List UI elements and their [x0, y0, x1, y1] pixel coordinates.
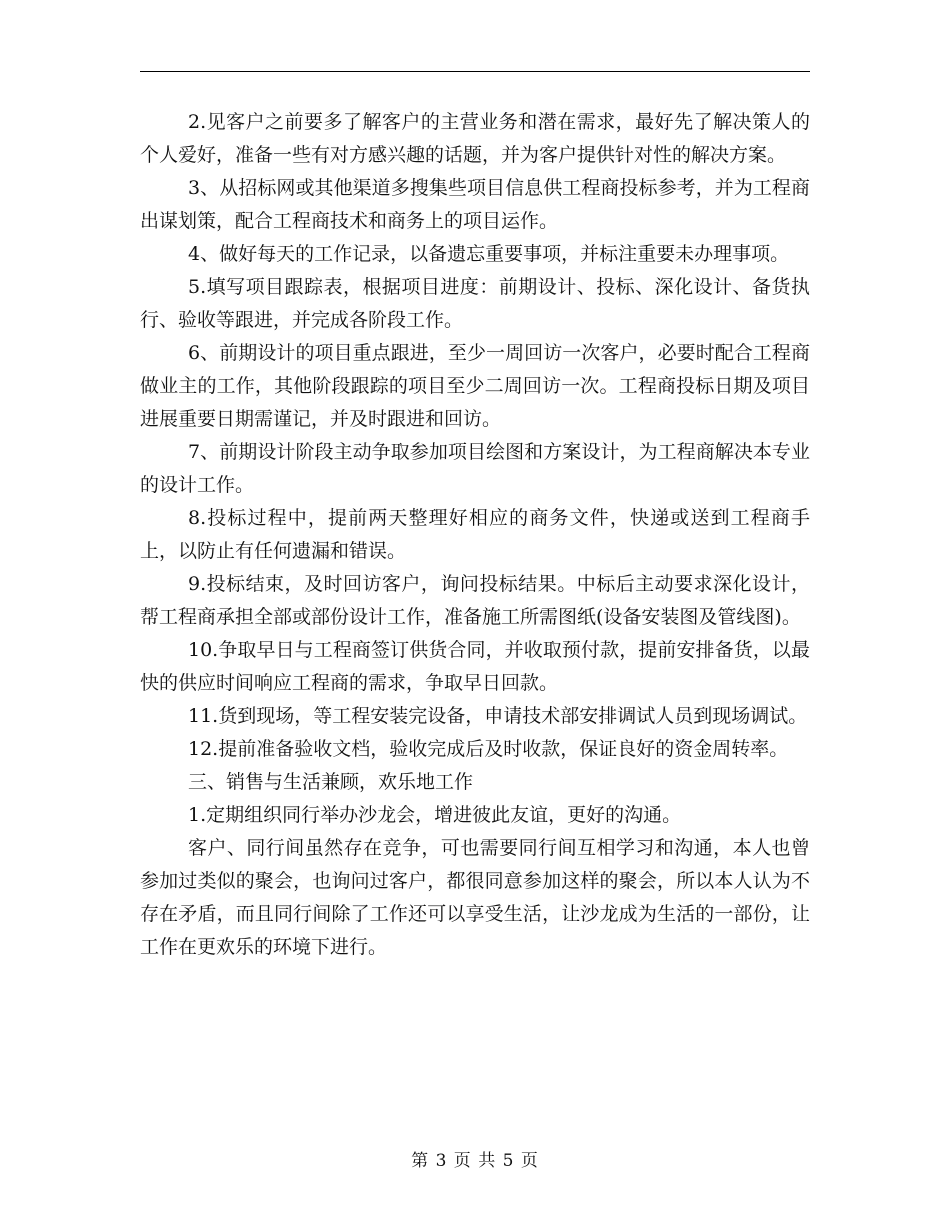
section-heading: 三、销售与生活兼顾，欢乐地工作: [188, 771, 474, 793]
paragraph: 6、前期设计的项目重点跟进，至少一周回访一次客户，必要时配合工程商做业主的工作，其他阶段跟踪的项目至少二周回访一次。工程商投标日期及项目进展重要日期需谨记，并及时跟进和回访。: [140, 342, 810, 430]
paragraph: 11.货到现场，等工程安装完设备，申请技术部安排调试人员到现场调试。: [188, 705, 808, 727]
paragraph: 9.投标结束，及时回访客户，询问投标结果。中标后主动要求深化设计，帮工程商承担全部或部份设计工作，准备施工所需图纸(设备安装图及管线图)。: [140, 573, 810, 628]
paragraph: 2.见客户之前要多了解客户的主营业务和潜在需求，最好先了解决策人的个人爱好，准备一些有对方感兴趣的话题，并为客户提供针对性的解决方案。: [140, 111, 810, 166]
paragraph: 5.填写项目跟踪表，根据项目进度：前期设计、投标、深化设计、备货执行、验收等跟进，并完成各阶段工作。: [140, 276, 810, 331]
paragraph: 12.提前准备验收文档，验收完成后及时收款，保证良好的资金周转率。: [188, 738, 789, 760]
page-number-footer: 第 3 页 共 5 页: [411, 1151, 539, 1171]
body-text: [140, 106, 810, 964]
paragraph: 8.投标过程中，提前两天整理好相应的商务文件，快递或送到工程商手上，以防止有任何遗漏和错误。: [140, 507, 810, 562]
paragraph: 3、从招标网或其他渠道多搜集些项目信息供工程商投标参考，并为工程商出谋划策，配合工程商技术和商务上的项目运作。: [140, 177, 810, 232]
paragraph: 客户、同行间虽然存在竞争，可也需要同行间互相学习和沟通，本人也曾参加过类似的聚会，也询问过客户，都很同意参加这样的聚会，所以本人认为不存在矛盾，而且同行间除了工作还可以享受生活，让沙龙成为生活的一部份，让工作在更欢乐的环境下进行。: [140, 837, 810, 958]
paragraph: 7、前期设计阶段主动争取参加项目绘图和方案设计，为工程商解决本专业的设计工作。: [140, 441, 810, 496]
paragraph: 10.争取早日与工程商签订供货合同，并收取预付款，提前安排备货，以最快的供应时间响应工程商的需求，争取早日回款。: [140, 639, 810, 694]
header-rule: [140, 71, 810, 72]
paragraph: 1.定期组织同行举办沙龙会，增进彼此友谊，更好的沟通。: [188, 804, 682, 826]
paragraph: 4、做好每天的工作记录，以备遗忘重要事项，并标注重要未办理事项。: [188, 243, 790, 265]
